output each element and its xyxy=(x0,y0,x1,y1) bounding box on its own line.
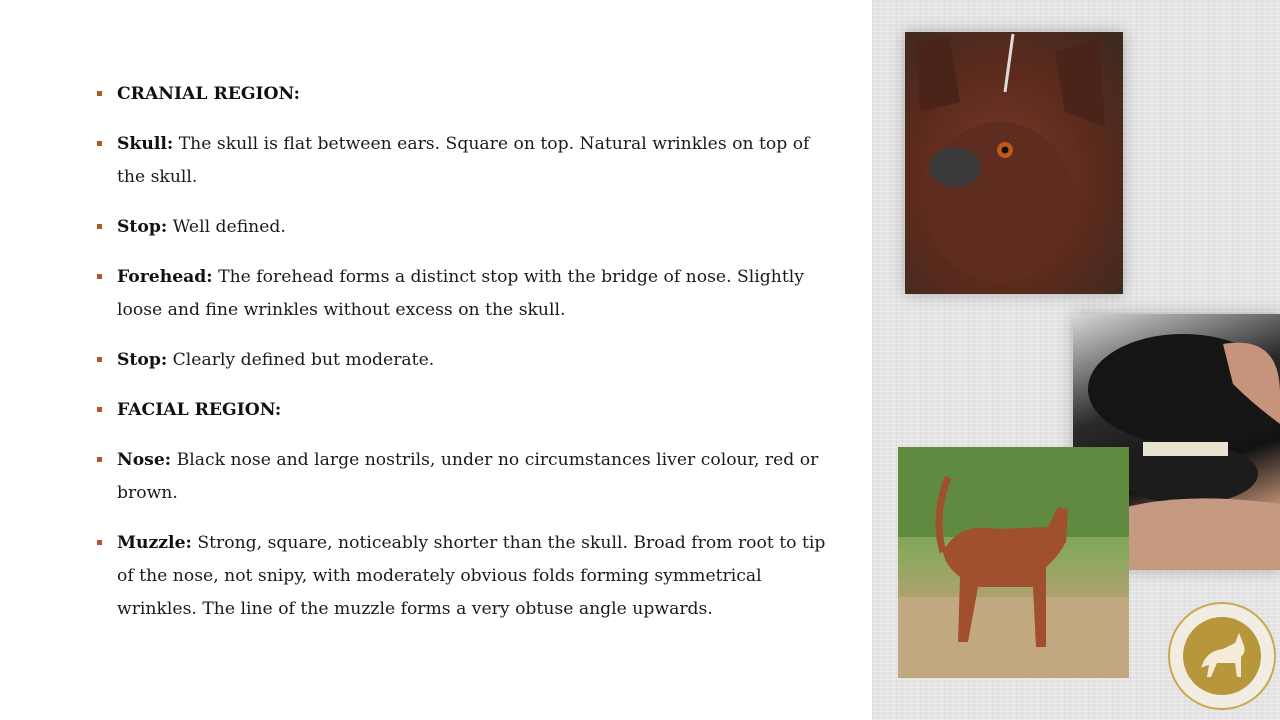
bullet-marker-icon xyxy=(97,457,102,462)
bullet-text: Clearly defined but moderate. xyxy=(172,350,435,370)
bullet-marker-icon xyxy=(97,91,102,96)
bullet-text: The forehead forms a distinct stop with the bridge of nose. Slightly loose and fine wrinkles without excess on the skull. xyxy=(117,267,804,320)
bullet-term: Nose: xyxy=(117,450,172,470)
bullet-item xyxy=(97,128,827,194)
bullet-text: Black nose and large nostrils, under no circumstances liver colour, red or brown. xyxy=(117,450,819,503)
bullet-item xyxy=(97,261,827,327)
bullet-term: CRANIAL REGION: xyxy=(117,84,300,104)
bullet-text: Strong, square, noticeably shorter than the skull. Broad from root to tip of the nose, not snipy, with moderately obvious folds forming symmetrical wrinkles. The line of the muzzle forms a very obtuse angle upwards. xyxy=(117,533,826,619)
bullet-item xyxy=(97,394,827,427)
bullet-term: Forehead: xyxy=(117,267,213,287)
bullet-marker-icon xyxy=(97,540,102,545)
bullet-item xyxy=(97,78,827,111)
bullet-marker-icon xyxy=(97,357,102,362)
logo-emblem xyxy=(1183,617,1261,695)
bullet-marker-icon xyxy=(97,224,102,229)
dog-head-photo xyxy=(905,32,1123,294)
bullet-term: FACIAL REGION: xyxy=(117,400,282,420)
bullet-item xyxy=(97,527,827,626)
bullet-marker-icon xyxy=(97,407,102,412)
bullet-term: Stop: xyxy=(117,350,168,370)
bullet-list xyxy=(97,78,827,643)
bullet-term: Stop: xyxy=(117,217,168,237)
bullet-item xyxy=(97,344,827,377)
bullet-term: Skull: xyxy=(117,134,174,154)
bullet-item xyxy=(97,444,827,510)
bullet-text: Well defined. xyxy=(172,217,286,237)
bullet-marker-icon xyxy=(97,274,102,279)
club-logo xyxy=(1168,602,1276,710)
bullet-item xyxy=(97,211,827,244)
bullet-term: Muzzle: xyxy=(117,533,192,553)
bullet-text: The skull is flat between ears. Square on top. Natural wrinkles on top of the skull. xyxy=(117,134,810,187)
bullet-marker-icon xyxy=(97,141,102,146)
dog-standing-photo xyxy=(898,447,1129,678)
